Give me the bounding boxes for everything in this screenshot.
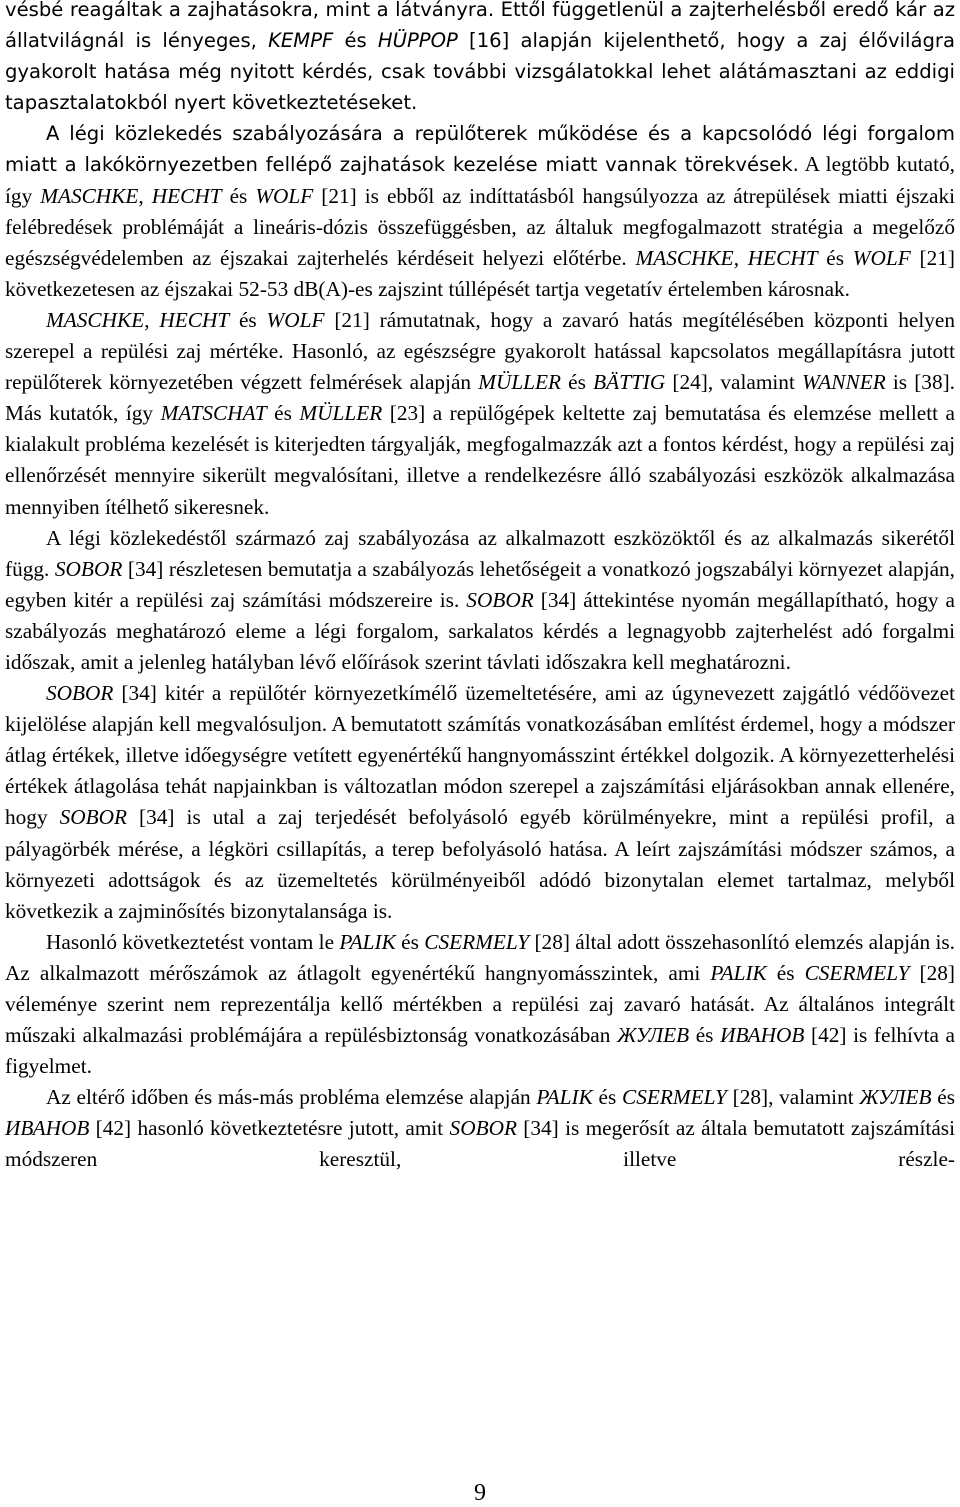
text-run: [34] részletesen bemutatja a szabályozás lehetőségeit a vonatkozó jogszabályi környezet alapján, egyben kitér a repülési zaj számítási módszereire is. [5, 556, 955, 612]
paragraph [5, 1082, 955, 1175]
text-run: [21] is ebből az indíttatásból hangsúlyozza az átrepülések miatti éjszaki felébredések problémáját a lineáris-dózis összefüggésben, az általuk megfogalmazott stratégia a megelőző egészségvédelemben az éjszakai zajterhelés kérdéseit helyezi előtérbe. [5, 183, 956, 270]
paragraph [5, 0, 955, 118]
text-run: [34] is megerősít az általa bemutatott zajszámítási módszeren keresztül, illetve részle- [5, 1116, 955, 1172]
cited-author: WANNER [802, 370, 886, 395]
text-run: [21] következetesen az éjszakai 52-53 dB(A)-es zajszint túllépését tartja vegetatív értelemben károsnak. [5, 245, 955, 301]
cited-author: SOBOR [59, 805, 128, 830]
cited-author: SOBOR [54, 556, 123, 581]
cited-author: MASCHKE [46, 307, 145, 332]
text-run: [24], valamint [665, 370, 803, 395]
text-run: és [395, 929, 425, 954]
cited-author: CSERMELY [424, 929, 530, 954]
cited-author: PALIK [536, 1085, 593, 1110]
text-run: és [333, 29, 378, 53]
cited-author: HECHT [159, 307, 230, 332]
text-run: [34] áttekintése nyomán megállapítható, hogy a szabályozás meghatározó eleme a légi forgalom, sarkalatos kérdés a legnagyobb zajterhelést adó forgalmi időszak, amit a jelenleg hatályban lévő előírások szerint távlati időszakra kell meghatározni. [5, 587, 955, 674]
text-run: , [144, 307, 160, 332]
text-run: [16] alapján kijelenthető, hogy a zaj élővilágra gyakorolt hatása még nyitott kérdés, csak további vizsgálatokkal lehet alátámasztani az eddigi tapasztalatokból nyert következtetéseket. [5, 29, 955, 115]
page-number: 9 [474, 1480, 486, 1506]
cited-author: PALIK [339, 929, 396, 954]
cited-author: MASCHKE [635, 245, 734, 270]
text-run: és [561, 370, 594, 395]
cited-author: KEMPF [268, 29, 334, 53]
text-run: és [592, 1085, 623, 1110]
document-page [5, 0, 955, 1176]
text-run: és [931, 1085, 956, 1110]
text-run: is [38]. Más kutatók, így [5, 370, 956, 426]
cited-author: ИВАНОВ [5, 1116, 90, 1141]
text-run: és [221, 183, 256, 208]
cited-author: SOBOR [449, 1116, 517, 1141]
cited-author: PALIK [710, 960, 767, 985]
paragraph [5, 305, 955, 523]
cited-author: HECHT [151, 183, 222, 208]
text-run: és [689, 1023, 721, 1048]
cited-author: ИВАНОВ [720, 1023, 805, 1048]
text-run: , [733, 245, 748, 270]
cited-author: BÄTTIG [593, 370, 666, 395]
cited-author: HECHT [747, 245, 818, 270]
text-run: [28], valamint [726, 1085, 860, 1110]
cited-author: CSERMELY [622, 1085, 727, 1110]
cited-author: SOBOR [466, 587, 534, 612]
text-run: és [229, 307, 267, 332]
paragraph [5, 118, 955, 305]
paragraph [5, 678, 955, 927]
text-run: [28] által adott összehasonlító elemzés alapján is. Az alkalmazott mérőszámok az átlagolt egyenértékű hangnyomásszintek, ami [5, 929, 956, 985]
text-run: [42] hasonló következtetésre jutott, amit [89, 1116, 450, 1141]
cited-author: MÜLLER [478, 370, 562, 395]
text-run: és [817, 245, 853, 270]
text-run: A légi közlekedés szabályozására a repülőterek működése és a kapcsolódó légi forgalom miatt a lakókörnyezetben fellépő zajhatások kezelése miatt vannak törekvések. [5, 122, 955, 177]
cited-author: WOLF [255, 183, 314, 208]
text-run: [28] véleménye szerint nem reprezentálja kellő mértékben a repülési zaj zavaró hatását. Az általános integrált műszaki alkalmazási problémájára a repülésbiztonság vonatkozásában [5, 960, 955, 1048]
text-run: A legtöbb kutató, így [5, 152, 955, 208]
cited-author: HÜPPOP [377, 29, 458, 53]
text-run: és [266, 401, 300, 426]
paragraph [5, 927, 955, 1082]
cited-author: CSERMELY [804, 960, 910, 985]
cited-author: ЖУЛЕВ [859, 1085, 932, 1110]
cited-author: ЖУЛЕВ [616, 1023, 690, 1048]
text-run: Hasonló következtetést vontam le [46, 929, 340, 954]
cited-author: MÜLLER [299, 401, 383, 426]
cited-author: SOBOR [46, 681, 114, 706]
text-run: , [138, 183, 152, 208]
text-run: A légi közlekedéstől származó zaj szabályozása az alkalmazott eszközöktől és az alkalmazás sikerétől függ. [5, 525, 955, 581]
text-run: Az eltérő időben és más-más probléma elemzése alapján [46, 1085, 537, 1110]
text-run: vésbé reagáltak a zajhatásokra, mint a látványra. Ettől függetlenül a zajterhelésből eredő kár az állatvilágnál is lényeges, [5, 0, 955, 53]
text-run: [34] kitér a repülőtér környezetkímélő üzemeltetésére, ami az úgynevezett zajgátló védőövezet kijelölése alapján kell megvalósuljon. A bemutatott számítás vonatkozásában említést érdemel, hogy a módszer átlag értékek, illetve időegységre vetített egyenértékű hangnyomásszint értékkel dolgozik. A környezetterhelési értékek átlagolása tehát napjainkban is változatlan módon szerepel a zajszámítási eljárásokban annak ellenére, hogy [5, 681, 955, 830]
cited-author: WOLF [266, 307, 325, 332]
paragraph [5, 523, 955, 678]
text-run: [34] is utal a zaj terjedését befolyásoló egyéb körülményekre, mint a repülési profil, a pályagörbék mérése, a légköri csillapítás, a terep befolyásoló hatása. A leírt zajszámítási módszer számos, a környezeti adottságok és az üzemeltetés körülményeiből adódó bizonytalan elemet tartalmaz, melyből következik a zajminősítés bizonytalansága is. [5, 805, 956, 923]
cited-author: WOLF [852, 245, 911, 270]
text-run: és [766, 960, 805, 985]
text-run: [21] rámutatnak, hogy a zavaró hatás megítélésében központi helyen szerepel a repülési zaj mértéke. Hasonló, az egészségre gyakorolt hatással kapcsolatos megállapításra jutott repülőterek környezetében végzett felmérések alapján [5, 307, 956, 395]
cited-author: MATSCHAT [160, 401, 267, 426]
text-run: [23] a repülőgépek keltette zaj bemutatása és elemzése mellett a kialakult probléma kezelését is kiterjedten tárgyalják, megfogalmazzák azt a fontos kérdést, hogy a repülési zaj ellenőrzését mennyire sikerült megvalósítani, illetve a rendelkezésre álló szabályozási eszközök alkalmazása mennyiben ítélhető sikeresnek. [5, 401, 956, 519]
cited-author: MASCHKE [40, 183, 139, 208]
text-run: [42] is felhívta a figyelmet. [5, 1023, 955, 1079]
